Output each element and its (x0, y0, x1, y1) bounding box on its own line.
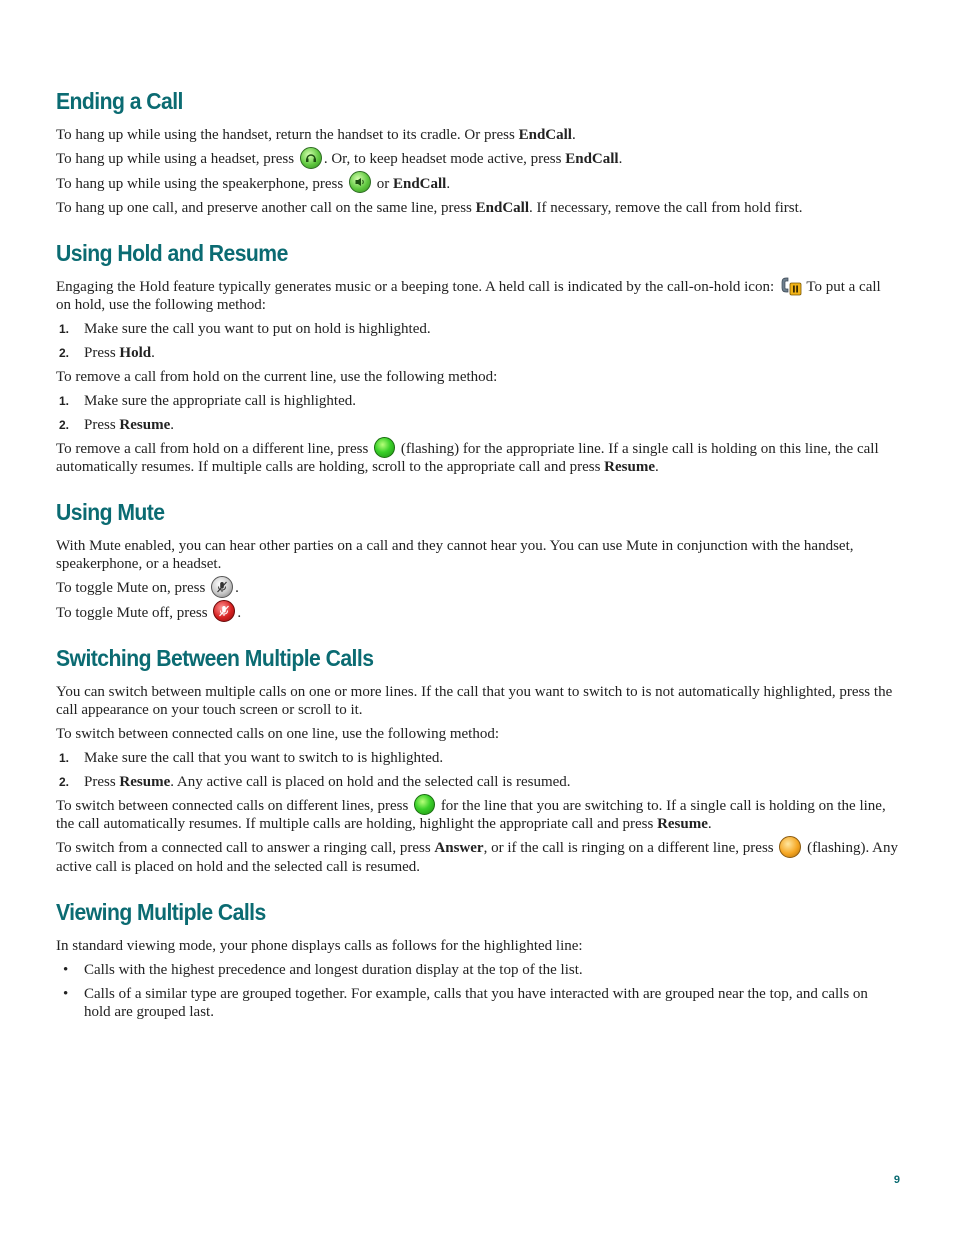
paragraph: To remove a call from hold on a different line, press (flashing) for the appropriate line. If a single call is holding on this line, the call automatically resumes. If multiple calls are holding, scroll to the appropriate call and press Resume. (56, 440, 898, 476)
softkey-label: EndCall (475, 200, 529, 217)
paragraph: To hang up while using the speakerphone, press or EndCall. (56, 175, 898, 194)
paragraph: To hang up while using a headset, press . Or, to keep headset mode active, press EndCall. (56, 150, 898, 169)
bullet-list (56, 961, 898, 1021)
list-item: 1. Make sure the call you want to put on hold is highlighted. (59, 321, 431, 338)
softkey-label: Resume (119, 774, 171, 791)
page-number: 9 (893, 1174, 900, 1186)
softkey-label: EndCall (565, 151, 619, 167)
softkey-label: Hold (119, 345, 152, 362)
paragraph: Engaging the Hold feature typically generates music or a beeping tone. A held call is indicated by the call-on-hold icon: To put a call on hold, use the following method: (56, 278, 898, 314)
list-item: 2. Press Hold. (59, 345, 155, 362)
list-item: 1. Make sure the call that you want to switch to is highlighted. (59, 750, 444, 767)
steps-put-on-hold (56, 320, 898, 362)
section-ending-a-call (56, 88, 898, 217)
section-title: Using Mute (56, 499, 165, 526)
paragraph: To switch between connected calls on one line, use the following method: (56, 726, 499, 743)
headset-icon (300, 147, 322, 169)
paragraph: To toggle Mute off, press . (56, 604, 898, 623)
line-button-icon (374, 437, 395, 458)
mute-on-icon (211, 576, 233, 598)
paragraph: To switch from a connected call to answer a ringing call, press Answer, or if the call is ringing on a different line, press (flashing). Any active call is placed on hold and the selected call is resumed. (56, 839, 898, 876)
list-item: • Calls of a similar type are grouped together. For example, calls that you have interacted with are grouped near the top, and calls on hold are grouped last. (63, 985, 868, 1020)
list-item: • Calls with the highest precedence and longest duration display at the top of the list. (63, 961, 583, 978)
softkey-label: Resume (604, 459, 655, 476)
list-item: 2. Press Resume. Any active call is placed on hold and the selected call is resumed. (59, 774, 571, 791)
softkey-label: EndCall (392, 175, 447, 192)
steps-switch-calls (56, 749, 898, 791)
section-switching-calls (56, 645, 898, 876)
section-title: Using Hold and Resume (56, 240, 288, 267)
softkey-label: Resume (119, 417, 171, 434)
section-title: Switching Between Multiple Calls (56, 645, 374, 672)
speaker-icon (349, 171, 371, 193)
list-item: 1. Make sure the appropriate call is highlighted. (59, 393, 356, 410)
paragraph: To remove a call from hold on the current line, use the following method: (56, 369, 498, 386)
paragraph: With Mute enabled, you can hear other parties on a call and they cannot hear you. You can use Mute in conjunction with the handset, speakerphone, or a headset. (56, 538, 854, 573)
mute-off-icon (213, 600, 235, 622)
call-on-hold-icon (780, 276, 802, 296)
steps-remove-from-hold (56, 392, 898, 434)
paragraph: To hang up while using the handset, return the handset to its cradle. Or press EndCall. (56, 127, 576, 143)
paragraph: To switch between connected calls on different lines, press for the line that you are switching to. If a single call is holding on the line, the call automatically resumes. If multiple calls are holding, highlight the appropriate call and press Resume. (56, 797, 898, 833)
paragraph: To toggle Mute on, press . (56, 579, 898, 598)
paragraph: You can switch between multiple calls on one or more lines. If the call that you want to switch to is not automatically highlighted, press the call appearance on your touch screen or scroll to it. (56, 684, 893, 719)
section-using-mute (56, 499, 898, 622)
section-hold-and-resume (56, 240, 898, 476)
paragraph: To hang up one call, and preserve another call on the same line, press EndCall. If necessary, remove the call from hold first. (56, 200, 803, 217)
softkey-label: Answer (434, 840, 484, 857)
page-content (56, 88, 898, 1044)
ringing-line-icon (779, 836, 801, 858)
section-title: Ending a Call (56, 88, 183, 114)
softkey-label: EndCall (518, 127, 572, 143)
list-item: 2. Press Resume. (59, 417, 174, 434)
section-viewing-calls (56, 899, 898, 1021)
line-button-icon (414, 794, 435, 815)
section-title: Viewing Multiple Calls (56, 898, 266, 925)
paragraph: In standard viewing mode, your phone displays calls as follows for the highlighted line: (56, 937, 583, 954)
softkey-label: Resume (657, 816, 708, 833)
